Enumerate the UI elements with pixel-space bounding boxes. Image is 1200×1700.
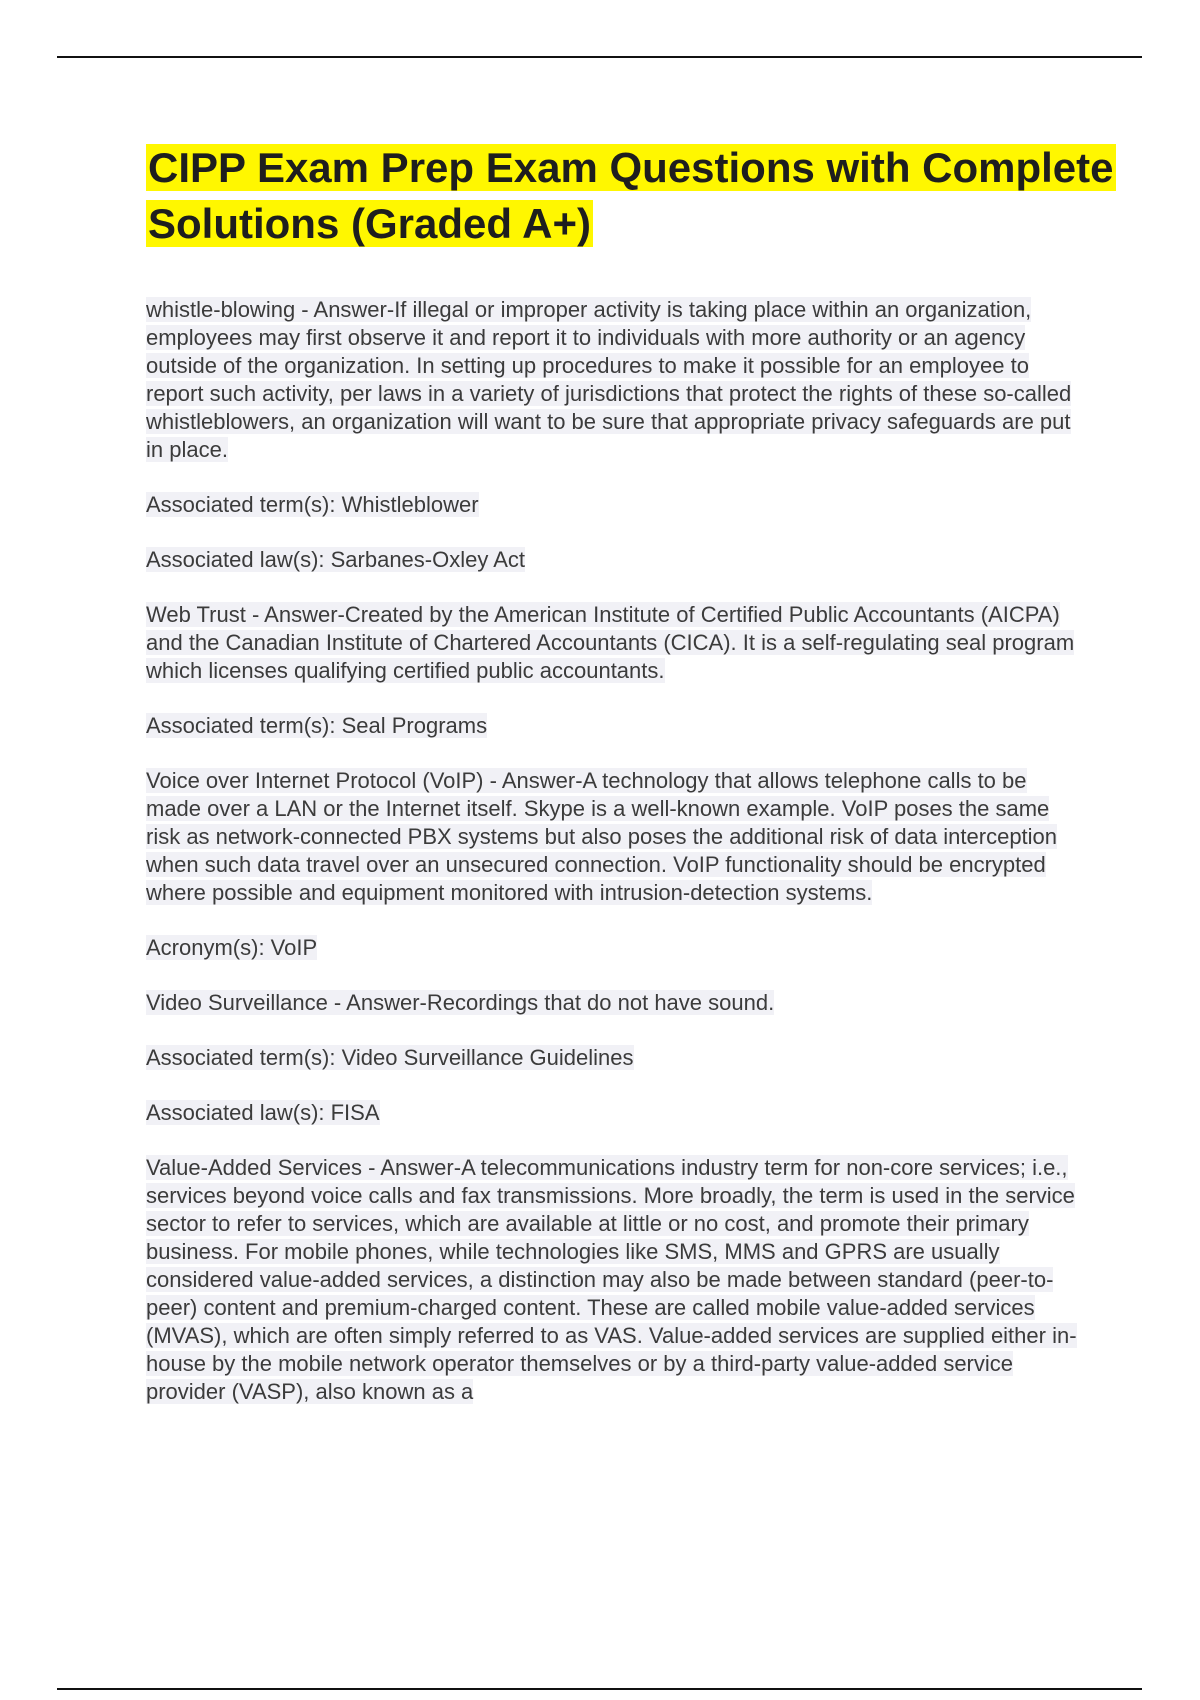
document-body: [146, 296, 1086, 1433]
associated-term-whistleblower: Associated term(s): Whistleblower: [146, 492, 479, 517]
definition-whistle-blowing: whistle-blowing - Answer-If illegal or improper activity is taking place within an organization, employees may first observe it and report it to individuals with more authority or an agency outside of the organization. In setting up procedures to make it possible for an employee to report such activity, per laws in a variety of jurisdictions that protect the rights of these so-called whistleblowers, an organization will want to be sure that appropriate privacy safeguards are put in place.: [146, 297, 1072, 462]
associated-term-seal-programs: Associated term(s): Seal Programs: [146, 713, 488, 738]
definition-video-surveillance: Video Surveillance - Answer-Recordings that do not have sound.: [146, 990, 775, 1015]
associated-term-video-guidelines: Associated term(s): Video Surveillance Guidelines: [146, 1045, 634, 1070]
definition-voip: Voice over Internet Protocol (VoIP) - Answer-A technology that allows telephone calls to be made over a LAN or the Internet itself. Skype is a well-known example. VoIP poses the same risk as network-connected PBX systems but also poses the additional risk of data interception when such data travel over an unsecured connection. VoIP functionality should be encrypted where possible and equipment monitored with intrusion-detection systems.: [146, 768, 1058, 905]
associated-law-sarbanes-oxley: Associated law(s): Sarbanes-Oxley Act: [146, 547, 526, 572]
top-rule: [57, 56, 1142, 58]
definition-value-added-services: Value-Added Services - Answer-A telecommunications industry term for non-core services; i.e., services beyond voice calls and fax transmissions. More broadly, the term is used in the service sector to refer to services, which are available at little or no cost, and promote their primary business. For mobile phones, while technologies like SMS, MMS and GPRS are usually considered value-added services, a distinction may also be made between standard (peer-to-peer) content and premium-charged content. These are called mobile value-added services (MVAS), which are often simply referred to as VAS. Value-added services are supplied either in-house by the mobile network operator themselves or by a third-party value-added service provider (VASP), also known as a: [146, 1155, 1077, 1404]
definition-web-trust: Web Trust - Answer-Created by the American Institute of Certified Public Accountants (AICPA) and the Canadian Institute of Chartered Accountants (CICA). It is a self-regulating seal program which licenses qualifying certified public accountants.: [146, 602, 1075, 683]
document-title: [146, 140, 1126, 252]
associated-law-fisa: Associated law(s): FISA: [146, 1100, 380, 1125]
acronym-voip: Acronym(s): VoIP: [146, 935, 318, 960]
bottom-rule: [57, 1688, 1142, 1690]
title-text: CIPP Exam Prep Exam Questions with Complete Solutions (Graded A+): [148, 144, 1114, 247]
